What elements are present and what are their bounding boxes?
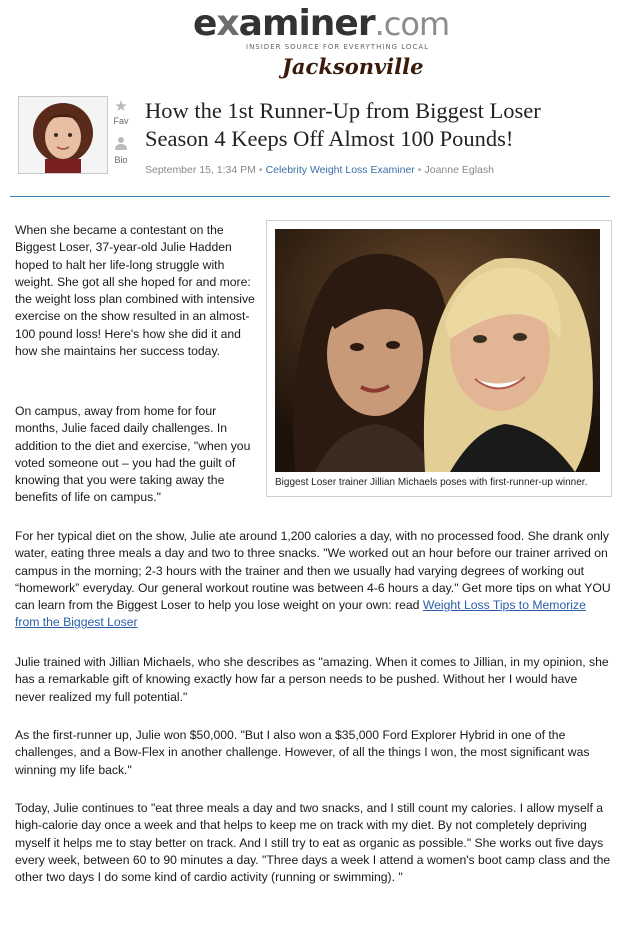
bio-label: Bio [114, 155, 128, 165]
bio-button[interactable] [108, 136, 134, 172]
author-name[interactable]: Joanne Eglash [424, 164, 494, 176]
paragraph [15, 528, 611, 632]
examiner-logo[interactable] [193, 4, 449, 44]
masthead [0, 0, 620, 82]
article-meta [145, 164, 494, 176]
paragraph: On campus, away from home for four months, Julie faced daily challenges. In addition to the diet and exercise, "when you voted someone out – you had the guilt of knowing that you were taking away the benefits of life on campus." [15, 404, 251, 505]
paragraph: Julie trained with Jillian Michaels, who she describes as "amazing. When it comes to Jillian, in my opinion, she has a remarkable gift of knowing exactly how far a person needs to be pushed. Without her I would have never realized my full potential." [15, 655, 609, 704]
weight-loss-tips-link[interactable]: Weight Loss Tips to Memorize from the Biggest Loser [15, 598, 586, 630]
article-photo[interactable] [275, 229, 600, 472]
logo-word: aminer [238, 3, 375, 44]
article-title: How the 1st Runner-Up from Biggest Loser Season 4 Keeps Off Almost 100 Pounds! [145, 98, 541, 151]
logo-domain: .com [374, 5, 450, 43]
author-avatar[interactable] [18, 96, 108, 174]
paragraph: As the first-runner up, Julie won $50,000. "But I also won a $35,000 Ford Explorer Hybrid in one of the challenges, and a Bow-Flex in another challenge. However, of all the things I won, the most significant was winning my life back." [15, 728, 590, 777]
meta-separator: • [417, 164, 422, 176]
paragraph-text: For her typical diet on the show, Julie ate around 1,200 calories a day, with no processed food. She drank only water, eating three meals a day and two to three snacks. "We worked out an hour before our trainer arrived on campus in the morning; 2-3 hours with the trainer and then we usually had varying degrees of working out “homework” everyday. Our general workout routine was between 4-6 hours a day." Get more tips on what YOU can learn from the Biggest Loser to help you lose weight on your own: read [15, 529, 611, 613]
photo-caption: Biggest Loser trainer Jillian Michaels poses with first-runner-up winner. [275, 477, 588, 488]
city-name[interactable]: Jacksonville [282, 54, 424, 79]
header-divider [10, 196, 610, 197]
fav-button[interactable] [108, 98, 134, 134]
author-card [18, 96, 134, 174]
article-date: September 15, 1:34 PM [145, 164, 256, 176]
paragraph: When she became a contestant on the Biggest Loser, 37-year-old Julie Hadden hoped to halt her life-long struggle with weight. She got all she hoped for and more: the weight loss plan combined with intensive exercise on the show resulted in an almost-100 pound loss! Here's how she did it and how she maintains her success today. [15, 223, 255, 359]
person-icon [108, 136, 134, 155]
author-actions [108, 96, 134, 172]
logo-letter-e: e [193, 3, 217, 44]
meta-separator: • [258, 164, 263, 176]
category-link[interactable]: Celebrity Weight Loss Examiner [265, 164, 415, 176]
paragraph: Today, Julie continues to "eat three meals a day and two snacks, and I still count my calories. I allow myself a high-calorie day once a week and that helps to keep me on track with my diet. By not completely depriving myself it helps me to stay better on track. And I still try to eat as organic as possible." She works out five days every week, between 60 to 90 minutes a day. "Three days a week I attend a women's boot camp class and the other two days I do some kind of cardio activity (running or swimming). " [15, 801, 611, 885]
star-icon: ★ [114, 98, 128, 115]
tagline: INSIDER SOURCE FOR EVERYTHING LOCAL [246, 43, 430, 51]
logo-letter-x: x [216, 3, 239, 44]
article-photo-box [266, 220, 612, 497]
fav-label: Fav [113, 116, 129, 126]
